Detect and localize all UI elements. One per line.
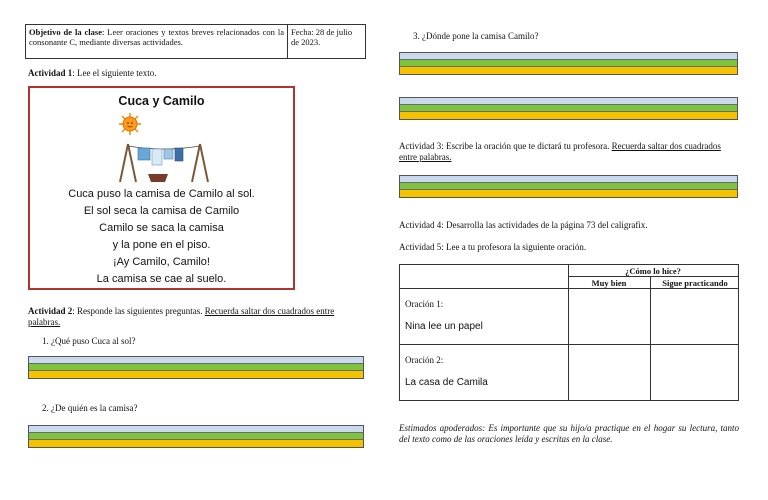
activity-4-text: Actividad 4: Desarrolla las actividades de la página 73 del caligrafix. [399,220,648,230]
eval-row-2-very-good-cell[interactable] [569,345,650,400]
activity-1-text: : Lee el siguiente texto. [72,68,157,78]
evaluation-table [399,264,739,401]
activity-1-label: Actividad 1 [28,68,73,78]
activity-2-heading [28,306,368,328]
writing-grid-q2[interactable] [28,425,364,448]
objective-text: : Leer oraciones y textos breves relacionados con la consonante C, mediante diversas actividades. [29,27,284,47]
activity-3-heading [399,141,739,163]
eval-row-2-keep-practicing-cell[interactable] [651,345,738,400]
eval-group-header: ¿Cómo lo hice? [625,266,681,276]
writing-grid-q1[interactable] [28,356,364,379]
clothesline-icon [114,138,214,184]
activity-2-reminder: Recuerda saltar dos cuadrados entre palabras. [28,306,335,327]
question-1: 1. ¿Qué puso Cuca al sol? [42,336,136,346]
story-box [28,86,295,290]
activity-3-text: Actividad 3: Escribe la oración que te dictará tu profesora. [399,141,612,151]
objective-label: Objetivo de la clase [29,27,102,37]
eval-col-very-good: Muy bien [591,278,627,288]
activity-2-text: : Responde las siguientes preguntas. [72,306,205,316]
story-line-4: y la pone en el piso. [112,239,211,251]
writing-grid-q3-a[interactable] [399,52,738,75]
activity-1-heading [28,68,157,79]
activity-5-text: Actividad 5: Lee a tu profesora la siguiente oración. [399,242,587,252]
eval-row-2-sentence: La casa de Camila [405,377,488,388]
eval-row-2-label: Oración 2: [405,355,444,365]
eval-row-1-label: Oración 1: [405,299,444,309]
story-line-6: La camisa se cae al suelo. [96,273,227,285]
parents-note: Estimados apoderados: Es importante que su hijo/a practique en el hogar su lectura, tanto del texto como de las oraciones leída y escritas en la clase. [399,423,739,444]
writing-grid-q3-b[interactable] [399,97,738,120]
question-3: 3. ¿Dónde pone la camisa Camilo? [413,31,539,41]
eval-row-1-very-good-cell[interactable] [569,289,650,344]
writing-grid-dictation[interactable] [399,175,738,198]
question-2: 2. ¿De quién es la camisa? [42,403,138,413]
eval-row-1-sentence: Nina lee un papel [405,321,483,332]
class-header-table [25,24,366,59]
activity-3-reminder: Recuerda saltar dos cuadrados entre palabras. [399,141,721,162]
eval-row-1-keep-practicing-cell[interactable] [651,289,738,344]
date-cell: Fecha: 28 de julio de 2023. [291,27,353,47]
story-line-3: Camilo se saca la camisa [99,222,224,234]
story-line-1: Cuca puso la camisa de Camilo al sol. [68,188,255,200]
objective-cell [26,25,288,58]
sun-icon [118,112,152,138]
story-title: Cuca y Camilo [118,94,205,108]
eval-col-keep-practicing: Sigue practicando [662,278,728,288]
activity-2-label: Actividad 2 [28,306,73,316]
story-line-5: ¡Ay Camilo, Camilo! [113,256,210,268]
story-line-2: El sol seca la camisa de Camilo [83,205,240,217]
